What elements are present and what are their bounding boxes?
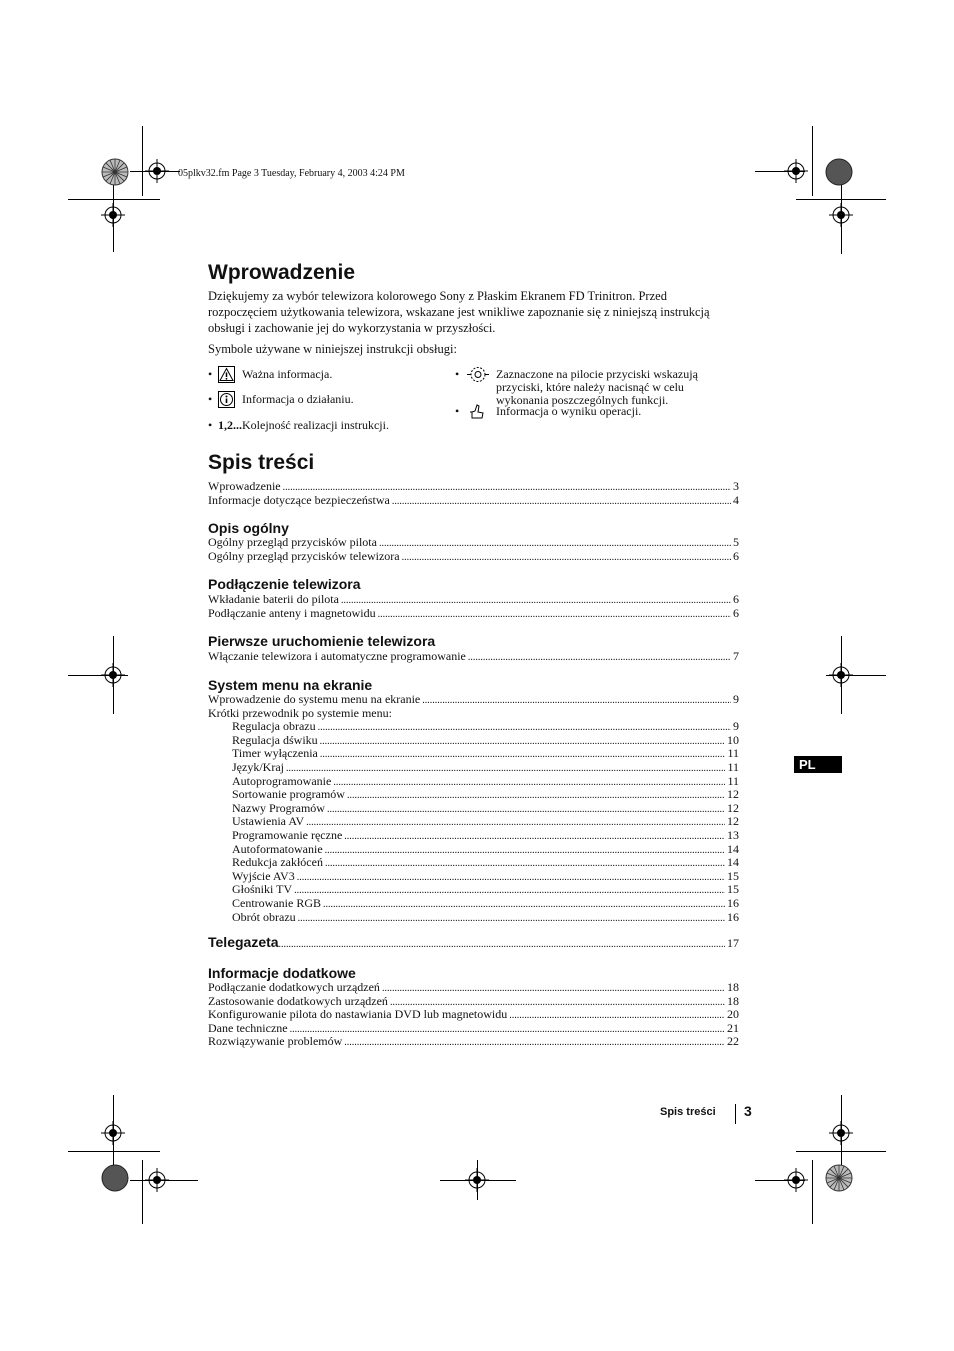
toc-group-general: [208, 480, 739, 507]
toc-entry[interactable]: Centrowanie RGB ..... 16: [208, 897, 739, 911]
toc-entry[interactable]: Ogólny przegląd przycisków telewizora ..... 6: [208, 550, 739, 564]
toc-entry[interactable]: Dane techniczne ..... 21: [208, 1022, 739, 1036]
toc-group-menu: [208, 693, 739, 924]
bullet: •: [455, 404, 460, 418]
symbol-remote-text: Zaznaczone na pilocie przyciski wskazują przyciski, które należy nacisnąć w celu wykonania poszczególnych funkcji.: [496, 367, 698, 407]
symbol-warning-text: Ważna informacja.: [242, 367, 333, 381]
toc-entry[interactable]: Regulacja obrazu ..... 9: [208, 720, 739, 734]
bullet: •: [455, 367, 460, 381]
sequence-text: Kolejność realizacji instrukcji.: [242, 418, 389, 432]
bullet: •: [208, 367, 213, 381]
toc-entry: Krótki przewodnik po systemie menu:: [208, 705, 392, 720]
print-header: 05plkv32.fm Page 3 Tuesday, February 4, 2003 4:24 PM: [178, 168, 405, 179]
toc-section-heading: Opis ogólny: [208, 520, 289, 536]
toc-entry[interactable]: Autoprogramowanie ..... 11: [208, 775, 739, 789]
toc-section-heading: Informacje dodatkowe: [208, 965, 356, 981]
toc-section-heading: System menu na ekranie: [208, 677, 373, 693]
registration-mark-icon: [829, 1121, 853, 1145]
registration-mark-icon: [829, 663, 853, 687]
toc-entry[interactable]: Informacje dotyczące bezpieczeństwa ..... 4: [208, 494, 739, 508]
intro-paragraph: Dziękujemy za wybór telewizora kolorowego Sony z Płaskim Ekranem FD Trinitron. Przed rozpoczęciem użytkowania telewizora, wskazane jest wnikliwe zapoznanie się z niniejszą instrukcją obsługi i zachowanie jej do wykorzystania w przyszłości.: [208, 289, 710, 335]
symbol-remote: [455, 368, 745, 408]
toc-entry[interactable]: Zastosowanie dodatkowych urządzeń ..... 18: [208, 995, 739, 1009]
toc-entry[interactable]: Redukcja zakłóceń ..... 14: [208, 856, 739, 870]
toc-group-first-run: [208, 650, 739, 664]
toc-entry[interactable]: Rozwiązywanie problemów ..... 22: [208, 1035, 739, 1049]
symbol-hand-text: Informacja o wyniku operacji.: [496, 404, 642, 418]
toc-entry[interactable]: Ustawienia AV ..... 12: [208, 815, 739, 829]
footer-section: Spis treści: [660, 1106, 716, 1118]
info-icon: [218, 391, 235, 408]
registration-mark-icon: [465, 1168, 489, 1192]
toc-entry[interactable]: Podłączanie anteny i magnetowidu ..... 6: [208, 607, 739, 621]
toc-entry[interactable]: Wprowadzenie ..... 3: [208, 480, 739, 494]
registration-mark-icon: [101, 1121, 125, 1145]
sequence-prefix: 1,2...: [218, 418, 242, 432]
registration-mark-icon: [784, 159, 808, 183]
toc-entry[interactable]: Timer wyłączenia ..... 11: [208, 747, 739, 761]
toc-entry[interactable]: Nazwy Programów ..... 12: [208, 802, 739, 816]
toc-entry[interactable]: Sortowanie programów ..... 12: [208, 788, 739, 802]
symbol-info-text: Informacja o działaniu.: [242, 392, 354, 406]
hand-result-icon: [469, 403, 486, 420]
toc-entry[interactable]: Język/Kraj ..... 11: [208, 761, 739, 775]
toc-entry[interactable]: Telegazeta ..... 17: [208, 936, 739, 952]
registration-mark-icon: [784, 1168, 808, 1192]
toc-entry[interactable]: Wprowadzenie do systemu menu na ekranie ..... 9: [208, 693, 739, 707]
toc-group-connection: [208, 593, 739, 620]
intro-title: Wprowadzenie: [208, 261, 356, 284]
registration-mark-icon: [101, 203, 125, 227]
language-tab: PL: [794, 756, 842, 773]
registration-mark-icon: [145, 159, 169, 183]
toc-entry[interactable]: Podłączanie dodatkowych urządzeń ..... 18: [208, 981, 739, 995]
toc-entry[interactable]: Głośniki TV ..... 15: [208, 883, 739, 897]
footer-divider: [735, 1104, 736, 1124]
toc-section-heading: Podłączenie telewizora: [208, 576, 361, 592]
remote-buttons-icon: [467, 366, 489, 383]
bullet: •: [208, 392, 213, 406]
symbols-lead: Symbole używane w niniejszej instrukcji obsługi:: [208, 342, 457, 356]
toc-entry[interactable]: Wkładanie baterii do pilota ..... 6: [208, 593, 739, 607]
registration-mark-icon: [101, 663, 125, 687]
color-wheel-mark-icon: [101, 158, 129, 186]
toc-entry[interactable]: Programowanie ręczne ..... 13: [208, 829, 739, 843]
footer-page-number: 3: [744, 1103, 752, 1119]
toc-title: Spis treści: [208, 451, 315, 474]
toc-entry[interactable]: Włączanie telewizora i automatyczne programowanie ..... 7: [208, 650, 739, 664]
color-wheel-mark-icon: [101, 1164, 129, 1192]
warning-triangle-icon: [218, 366, 235, 383]
toc-entry[interactable]: Autoformatowanie ..... 14: [208, 843, 739, 857]
toc-section-heading: Pierwsze uruchomienie telewizora: [208, 633, 436, 649]
toc-entry[interactable]: Regulacja dświku ..... 10: [208, 734, 739, 748]
color-wheel-mark-icon: [825, 158, 853, 186]
bullet: •: [208, 418, 213, 432]
registration-mark-icon: [829, 203, 853, 227]
toc-group-overview: [208, 536, 739, 563]
color-wheel-mark-icon: [825, 1164, 853, 1192]
toc-entry[interactable]: Konfigurowanie pilota do nastawiania DVD lub magnetowidu ..... 20: [208, 1008, 739, 1022]
toc-group-additional: [208, 981, 739, 1049]
toc-entry[interactable]: Wyjście AV3 ..... 15: [208, 870, 739, 884]
toc-entry[interactable]: Ogólny przegląd przycisków pilota ..... 5: [208, 536, 739, 550]
toc-group-teletext: [208, 936, 739, 952]
toc-entry[interactable]: Obrót obrazu ..... 16: [208, 911, 739, 925]
registration-mark-icon: [145, 1168, 169, 1192]
